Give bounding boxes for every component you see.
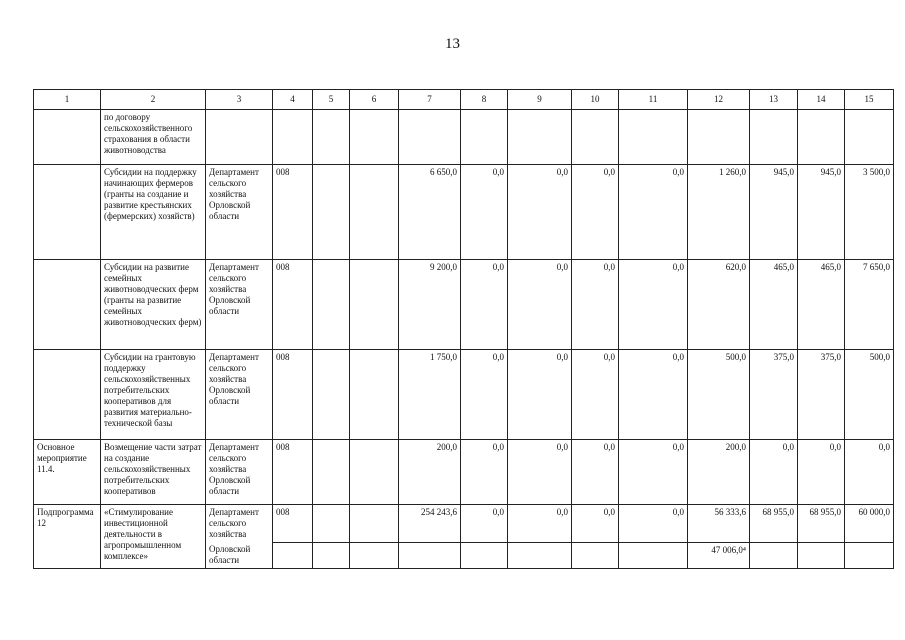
cell-col-1: Основное мероприятие 11.4. bbox=[34, 440, 101, 505]
cell-col-8: 0,0 bbox=[461, 505, 508, 543]
table-row bbox=[34, 165, 894, 260]
cell-col-2: Субсидии на поддержку начинающих фермеров (гранты на создание и развитие крестьянских (фермерских) хозяйств) bbox=[101, 165, 206, 260]
cell-sub-col-10 bbox=[572, 542, 619, 569]
header-cell-3: 3 bbox=[206, 90, 273, 110]
cell-col-3: Департамент сельского хозяйства Орловской области bbox=[206, 350, 273, 440]
cell-col-4: 008 bbox=[273, 350, 313, 440]
cell-col-11: 0,0 bbox=[619, 505, 688, 543]
cell-sub-col-5 bbox=[313, 542, 350, 569]
cell-col-3: Департамент сельского хозяйства bbox=[206, 505, 273, 543]
cell-col-10: 0,0 bbox=[572, 440, 619, 505]
cell-col-6 bbox=[350, 505, 399, 543]
header-cell-11: 11 bbox=[619, 90, 688, 110]
cell-sub-col-4 bbox=[273, 542, 313, 569]
cell-col-9: 0,0 bbox=[508, 260, 572, 350]
cell-col-9: 0,0 bbox=[508, 350, 572, 440]
cell-col-14: 68 955,0 bbox=[798, 505, 845, 543]
header-cell-10: 10 bbox=[572, 90, 619, 110]
header-cell-8: 8 bbox=[461, 90, 508, 110]
header-cell-6: 6 bbox=[350, 90, 399, 110]
cell-col-1: Подпрограмма 12 bbox=[34, 505, 101, 569]
cell-col-1 bbox=[34, 165, 101, 260]
budget-table bbox=[33, 89, 894, 569]
header-cell-5: 5 bbox=[313, 90, 350, 110]
header-cell-7: 7 bbox=[399, 90, 461, 110]
cell-col-4: 008 bbox=[273, 440, 313, 505]
cell-col-12: 1 260,0 bbox=[688, 165, 750, 260]
header-cell-9: 9 bbox=[508, 90, 572, 110]
cell-col-15 bbox=[845, 110, 894, 165]
cell-col-12 bbox=[688, 110, 750, 165]
cell-col-8 bbox=[461, 110, 508, 165]
header-cell-14: 14 bbox=[798, 90, 845, 110]
cell-col-11: 0,0 bbox=[619, 440, 688, 505]
cell-sub-col-12: 47 006,0⁴ bbox=[688, 542, 750, 569]
cell-col-4: 008 bbox=[273, 505, 313, 543]
cell-col-15: 7 650,0 bbox=[845, 260, 894, 350]
table-row bbox=[34, 260, 894, 350]
cell-col-10: 0,0 bbox=[572, 350, 619, 440]
cell-col-10: 0,0 bbox=[572, 505, 619, 543]
cell-col-3-cont: Орловской области bbox=[206, 542, 273, 569]
header-cell-13: 13 bbox=[750, 90, 798, 110]
cell-col-15: 60 000,0 bbox=[845, 505, 894, 543]
cell-col-4 bbox=[273, 110, 313, 165]
cell-col-3: Департамент сельского хозяйства Орловской области bbox=[206, 440, 273, 505]
header-cell-4: 4 bbox=[273, 90, 313, 110]
header-cell-15: 15 bbox=[845, 90, 894, 110]
table-row bbox=[34, 350, 894, 440]
cell-col-14: 945,0 bbox=[798, 165, 845, 260]
cell-col-5 bbox=[313, 505, 350, 543]
cell-col-13: 465,0 bbox=[750, 260, 798, 350]
cell-col-2: Субсидии на грантовую поддержку сельскохозяйственных потребительских кооперативов для развития материально-технической базы bbox=[101, 350, 206, 440]
cell-col-7: 6 650,0 bbox=[399, 165, 461, 260]
cell-col-14: 0,0 bbox=[798, 440, 845, 505]
header-cell-2: 2 bbox=[101, 90, 206, 110]
cell-col-6 bbox=[350, 260, 399, 350]
cell-col-5 bbox=[313, 165, 350, 260]
cell-col-14: 465,0 bbox=[798, 260, 845, 350]
cell-col-12: 200,0 bbox=[688, 440, 750, 505]
cell-col-10 bbox=[572, 110, 619, 165]
cell-sub-col-13 bbox=[750, 542, 798, 569]
cell-col-15: 0,0 bbox=[845, 440, 894, 505]
cell-col-3 bbox=[206, 110, 273, 165]
cell-col-13: 68 955,0 bbox=[750, 505, 798, 543]
cell-col-2: Возмещение части затрат на создание сельскохозяйственных потребительских кооперативов bbox=[101, 440, 206, 505]
cell-col-6 bbox=[350, 350, 399, 440]
cell-col-6 bbox=[350, 440, 399, 505]
cell-col-1 bbox=[34, 260, 101, 350]
cell-col-4: 008 bbox=[273, 260, 313, 350]
page-number: 13 bbox=[445, 36, 460, 52]
cell-col-12: 500,0 bbox=[688, 350, 750, 440]
table-header-row bbox=[34, 90, 894, 110]
cell-col-2: по договору сельскохозяйственного страхования в области животноводства bbox=[101, 110, 206, 165]
cell-col-5 bbox=[313, 440, 350, 505]
cell-sub-col-9 bbox=[508, 542, 572, 569]
cell-sub-col-14 bbox=[798, 542, 845, 569]
cell-col-13: 375,0 bbox=[750, 350, 798, 440]
cell-col-5 bbox=[313, 350, 350, 440]
cell-col-13: 945,0 bbox=[750, 165, 798, 260]
header-cell-1: 1 bbox=[34, 90, 101, 110]
cell-col-14 bbox=[798, 110, 845, 165]
cell-col-7: 9 200,0 bbox=[399, 260, 461, 350]
cell-col-2: «Стимулирование инвестиционной деятельности в агропромышленном комплексе» bbox=[101, 505, 206, 569]
cell-col-9: 0,0 bbox=[508, 505, 572, 543]
cell-col-8: 0,0 bbox=[461, 440, 508, 505]
cell-col-9 bbox=[508, 110, 572, 165]
cell-sub-col-15 bbox=[845, 542, 894, 569]
cell-col-7 bbox=[399, 110, 461, 165]
header-cell-12: 12 bbox=[688, 90, 750, 110]
cell-col-8: 0,0 bbox=[461, 350, 508, 440]
cell-col-9: 0,0 bbox=[508, 165, 572, 260]
cell-col-7: 254 243,6 bbox=[399, 505, 461, 543]
cell-col-10: 0,0 bbox=[572, 165, 619, 260]
cell-sub-col-8 bbox=[461, 542, 508, 569]
table-row bbox=[34, 110, 894, 165]
cell-col-6 bbox=[350, 165, 399, 260]
cell-col-12: 620,0 bbox=[688, 260, 750, 350]
cell-col-8: 0,0 bbox=[461, 260, 508, 350]
cell-col-10: 0,0 bbox=[572, 260, 619, 350]
cell-col-13: 0,0 bbox=[750, 440, 798, 505]
cell-col-1 bbox=[34, 110, 101, 165]
cell-col-11: 0,0 bbox=[619, 350, 688, 440]
cell-col-12: 56 333,6 bbox=[688, 505, 750, 543]
cell-col-11 bbox=[619, 110, 688, 165]
cell-col-3: Департамент сельского хозяйства Орловской области bbox=[206, 260, 273, 350]
cell-col-2: Субсидии на развитие семейных животноводческих ферм (гранты на развитие семейных животноводческих ферм) bbox=[101, 260, 206, 350]
table-row bbox=[34, 440, 894, 505]
cell-col-5 bbox=[313, 260, 350, 350]
cell-col-8: 0,0 bbox=[461, 165, 508, 260]
cell-col-14: 375,0 bbox=[798, 350, 845, 440]
cell-sub-col-6 bbox=[350, 542, 399, 569]
cell-col-6 bbox=[350, 110, 399, 165]
cell-col-15: 500,0 bbox=[845, 350, 894, 440]
cell-col-7: 1 750,0 bbox=[399, 350, 461, 440]
table-row-subprogram bbox=[34, 505, 894, 543]
cell-col-11: 0,0 bbox=[619, 260, 688, 350]
cell-col-7: 200,0 bbox=[399, 440, 461, 505]
cell-sub-col-7 bbox=[399, 542, 461, 569]
cell-sub-col-11 bbox=[619, 542, 688, 569]
cell-col-5 bbox=[313, 110, 350, 165]
cell-col-1 bbox=[34, 350, 101, 440]
cell-col-9: 0,0 bbox=[508, 440, 572, 505]
cell-col-11: 0,0 bbox=[619, 165, 688, 260]
cell-col-3: Департамент сельского хозяйства Орловской области bbox=[206, 165, 273, 260]
cell-col-4: 008 bbox=[273, 165, 313, 260]
cell-col-15: 3 500,0 bbox=[845, 165, 894, 260]
cell-col-13 bbox=[750, 110, 798, 165]
